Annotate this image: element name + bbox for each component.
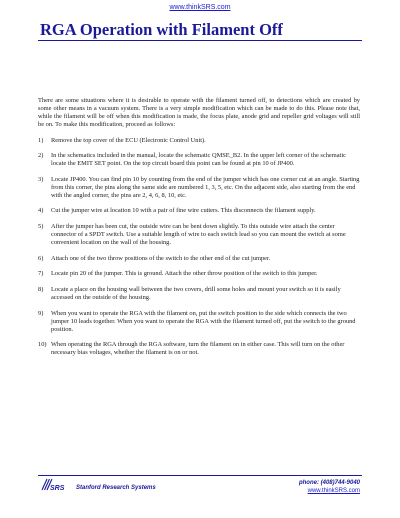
step-number: 6) (38, 254, 44, 262)
list-item (38, 152, 360, 168)
list-item (38, 341, 360, 357)
step-number: 4) (38, 207, 44, 215)
step-text: Remove the top cover of the ECU (Electronic Control Unit). (51, 136, 206, 144)
step-number: 9) (38, 309, 44, 317)
document-body (38, 97, 360, 365)
step-number: 8) (38, 286, 44, 294)
list-item (38, 137, 360, 145)
intro-paragraph: There are some situations where it is desirable to operate with the filament turned off, to detections which are created by some other means in a vacuum system. There is a very simple modification which can be made to do this. Please note that, while the filament will be off when this modification is made, the focus plate, anode grid and repeller grid voltages will still be on. To make this modification, proceed as follows: (38, 97, 360, 128)
step-number: 3) (38, 175, 44, 183)
title-divider (38, 40, 362, 41)
list-item (38, 270, 360, 278)
list-item (38, 255, 360, 263)
step-text: In the schematics included in the manual, locate the schematic QMSE_B2. In the upper left corner of the schematic locate the EMIT SET point. On the top circuit board this point can be found at pin 10 of JP400. (51, 152, 346, 168)
step-text: When operating the RGA through the RGA software, turn the filament on in either case. This will turn on the other necessary bias voltages, whether the filament is on or not. (51, 341, 345, 357)
list-item (38, 286, 360, 302)
logo-wordmark: SRS (50, 485, 65, 492)
step-text: Attach one of the two throw positions of the switch to the other end of the cut jumper. (51, 254, 271, 262)
phone-number: phone: (408)744-9040 (298, 480, 360, 486)
page-title: RGA Operation with Filament Off (40, 20, 283, 39)
list-item (38, 207, 360, 215)
srs-logo-icon (40, 477, 65, 493)
step-text: Locate JP400. You can find pin 10 by counting from the end of the jumper which has one corner cut at an angle. Starting from this corner, the pins along the same side are numbered 1, 3, 5, etc. On the adjacent side, also starting from the end with the angled corner, the pins are 2, 4, 6, 8, 10, etc. (51, 175, 360, 199)
header-url-link[interactable]: www.thinkSRS.com (169, 4, 231, 11)
list-item (38, 310, 360, 334)
step-text: Locate a place on the housing wall between the two covers, drill some holes and mount your switch so it is easily accessed on the outside of the housing. (51, 286, 341, 301)
step-text: Cut the jumper wire at location 10 with a pair of fine wire cutters. This disconnects the filament supply. (51, 207, 316, 215)
step-text: When you want to operate the RGA with the filament on, put the switch position to the side which connects the two jumper 10 leads together. When you want to operate the RGA with the filament turned off, put the switch to the ground position. (51, 309, 356, 333)
step-number: 7) (38, 270, 44, 278)
company-name: Stanford Research Systems (76, 485, 156, 491)
list-item (38, 223, 360, 247)
step-number: 5) (38, 223, 44, 231)
step-text: Locate pin 20 of the jumper. This is ground. Attach the other throw position of the switch to this jumper. (51, 270, 318, 278)
step-number: 10) (38, 341, 47, 349)
steps-list (38, 137, 360, 357)
step-number: 1) (38, 136, 44, 144)
list-item (38, 176, 360, 200)
footer-divider (38, 475, 362, 476)
step-text: After the jumper has been cut, the outside wire can be bent down slightly. To this outside wire attach the center connector of a SPDT switch. Use a suitable length of wire to each switch lead so you can mount the switch at some convenient location on the wall of the housing. (51, 223, 346, 246)
step-number: 2) (38, 152, 44, 160)
footer-url-link[interactable]: www.thinkSRS.com (307, 488, 360, 494)
